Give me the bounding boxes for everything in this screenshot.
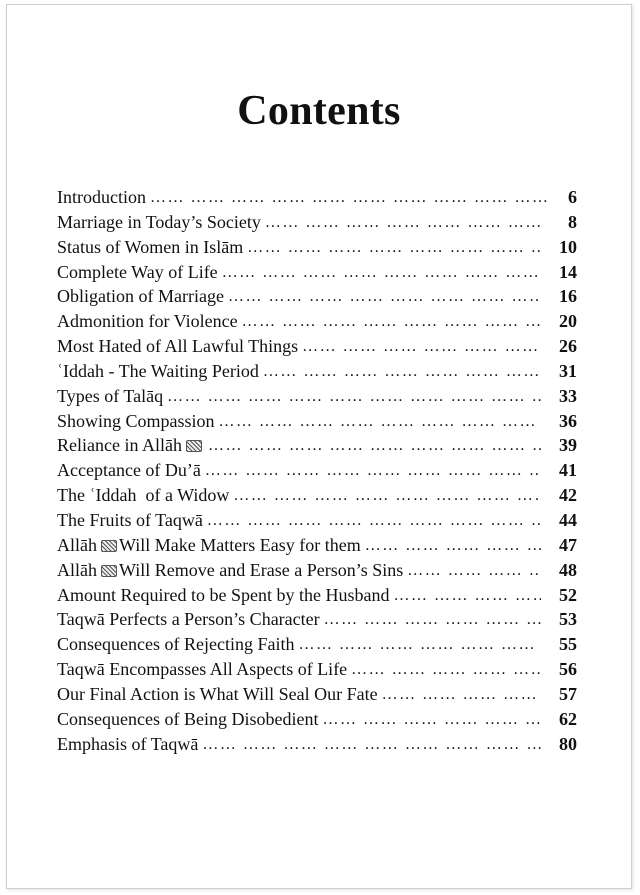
toc-page-number: 52 bbox=[559, 584, 577, 605]
toc-entry bbox=[57, 212, 577, 237]
toc-page-number: 44 bbox=[559, 509, 577, 530]
toc-entry bbox=[57, 336, 577, 361]
toc-entry-title: Admonition for Violence bbox=[57, 311, 238, 332]
toc-page-number: 55 bbox=[559, 634, 577, 655]
dot-leader bbox=[219, 413, 541, 431]
toc-entry-title: Status of Women in Islām bbox=[57, 236, 244, 257]
toc-entry bbox=[57, 684, 577, 709]
toc-entry-title-part: Allāh bbox=[57, 559, 97, 580]
toc-entry bbox=[57, 560, 577, 585]
toc-entry bbox=[57, 535, 577, 560]
dot-leader bbox=[265, 214, 549, 232]
toc-entry-title: The ʿIddah of a Widow bbox=[57, 485, 230, 506]
toc-entry bbox=[57, 435, 577, 460]
toc-entry-title: Taqwā Encompasses All Aspects of Life bbox=[57, 659, 348, 680]
dot-leader bbox=[393, 587, 541, 605]
toc-entry-title: Acceptance of Du’ā bbox=[57, 460, 201, 481]
toc-entry-title: Types of Talāq bbox=[57, 385, 164, 406]
toc-page-number: 6 bbox=[568, 187, 577, 207]
toc-page-number: 10 bbox=[559, 236, 577, 257]
toc-page-number: 26 bbox=[559, 336, 577, 357]
toc-page-number: 62 bbox=[559, 708, 577, 729]
toc-entry bbox=[57, 311, 577, 336]
document-page bbox=[6, 4, 632, 889]
toc-page-number: 20 bbox=[559, 311, 577, 332]
dot-leader bbox=[202, 736, 541, 754]
toc-entry-title: Obligation of Marriage bbox=[57, 286, 224, 307]
dot-leader bbox=[150, 189, 549, 207]
dot-leader bbox=[208, 437, 541, 455]
toc-entry-title bbox=[57, 560, 403, 581]
toc-page-number: 33 bbox=[559, 385, 577, 406]
toc-entry bbox=[57, 659, 577, 684]
dot-leader bbox=[365, 537, 541, 555]
dot-leader bbox=[167, 388, 541, 406]
toc-page-number: 16 bbox=[559, 286, 577, 307]
toc-page-number: 36 bbox=[559, 410, 577, 431]
dot-leader bbox=[351, 661, 541, 679]
toc-entry-title: Showing Compassion bbox=[57, 410, 215, 431]
table-of-contents bbox=[57, 187, 577, 758]
toc-entry bbox=[57, 361, 577, 386]
toc-entry bbox=[57, 709, 577, 734]
toc-entry bbox=[57, 485, 577, 510]
toc-entry bbox=[57, 609, 577, 634]
toc-entry bbox=[57, 386, 577, 411]
dot-leader bbox=[382, 686, 541, 704]
dot-leader bbox=[233, 487, 541, 505]
toc-entry bbox=[57, 510, 577, 535]
toc-entry bbox=[57, 634, 577, 659]
toc-entry bbox=[57, 460, 577, 485]
toc-page-number: 48 bbox=[559, 559, 577, 580]
dot-leader bbox=[298, 636, 541, 654]
toc-entry-title: Introduction bbox=[57, 187, 146, 207]
toc-entry-title: Taqwā Perfects a Person’s Character bbox=[57, 609, 320, 630]
toc-entry bbox=[57, 411, 577, 436]
toc-entry-title: Amount Required to be Spent by the Husband bbox=[57, 584, 390, 605]
honorific-glyph-icon bbox=[186, 440, 202, 452]
page-title: Contents bbox=[237, 88, 401, 134]
dot-leader bbox=[222, 264, 541, 282]
honorific-glyph-icon bbox=[101, 565, 117, 577]
toc-entry bbox=[57, 734, 577, 759]
toc-entry-title: Emphasis of Taqwā bbox=[57, 733, 199, 754]
dot-leader bbox=[322, 711, 541, 729]
toc-page-number: 14 bbox=[559, 261, 577, 282]
dot-leader bbox=[302, 338, 541, 356]
toc-page-number: 39 bbox=[559, 435, 577, 456]
toc-entry-title-part: Will Remove and Erase a Person’s Sins bbox=[119, 559, 404, 580]
toc-entry-title: Consequences of Being Disobedient bbox=[57, 708, 319, 729]
dot-leader bbox=[407, 562, 541, 580]
toc-entry bbox=[57, 286, 577, 311]
toc-page-number: 31 bbox=[559, 360, 577, 381]
toc-page-number: 57 bbox=[559, 683, 577, 704]
toc-entry-title: Marriage in Today’s Society bbox=[57, 211, 261, 232]
dot-leader bbox=[205, 462, 541, 480]
toc-page-number: 8 bbox=[568, 211, 577, 232]
toc-page-number: 56 bbox=[559, 659, 577, 680]
toc-entry-title: The Fruits of Taqwā bbox=[57, 509, 203, 530]
toc-page-number: 53 bbox=[559, 609, 577, 630]
toc-entry bbox=[57, 585, 577, 610]
toc-entry-title: Consequences of Rejecting Faith bbox=[57, 634, 295, 655]
honorific-glyph-icon bbox=[101, 540, 117, 552]
toc-entry-title-part: Allāh bbox=[57, 534, 97, 555]
toc-entry-title-part: Will Make Matters Easy for them bbox=[119, 534, 361, 555]
dot-leader bbox=[324, 611, 541, 629]
toc-page-number: 41 bbox=[559, 460, 577, 481]
toc-page-number: 47 bbox=[559, 534, 577, 555]
toc-page-number: 80 bbox=[559, 733, 577, 754]
toc-entry bbox=[57, 237, 577, 262]
toc-entry-title bbox=[57, 535, 361, 556]
dot-leader bbox=[207, 512, 541, 530]
dot-leader bbox=[228, 288, 541, 306]
toc-page-number: 42 bbox=[559, 485, 577, 506]
toc-entry-title: ʿIddah - The Waiting Period bbox=[57, 360, 259, 381]
toc-entry-title: Complete Way of Life bbox=[57, 261, 218, 282]
toc-entry-title-part: Reliance in Allāh bbox=[57, 435, 182, 456]
dot-leader bbox=[242, 313, 541, 331]
toc-entry bbox=[57, 187, 577, 212]
toc-entry-title: Our Final Action is What Will Seal Our Fate bbox=[57, 683, 378, 704]
toc-entry bbox=[57, 262, 577, 287]
toc-entry-title: Most Hated of All Lawful Things bbox=[57, 336, 299, 357]
toc-entry-title bbox=[57, 435, 204, 456]
dot-leader bbox=[247, 239, 541, 257]
dot-leader bbox=[263, 363, 541, 381]
